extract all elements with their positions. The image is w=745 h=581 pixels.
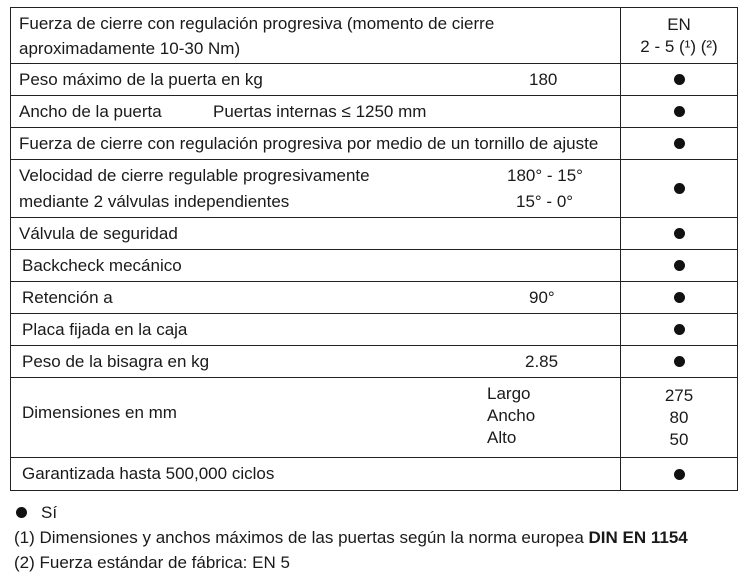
row-description-cell bbox=[11, 282, 621, 313]
table-row bbox=[11, 128, 737, 160]
table-header-row bbox=[11, 8, 737, 64]
row-en-cell bbox=[621, 96, 737, 127]
row-en-cell bbox=[621, 282, 737, 313]
row-label: Peso de la bisagra en kg bbox=[22, 352, 210, 371]
footnote-1-text: (1) Dimensiones y anchos máximos de las puertas según la norma europea bbox=[14, 528, 589, 547]
bullet-dot-icon bbox=[674, 74, 685, 85]
row-label: Ancho de la puerta bbox=[19, 102, 162, 121]
table-row bbox=[11, 314, 737, 346]
dimension-name: Alto bbox=[487, 428, 517, 447]
table-row bbox=[11, 64, 737, 96]
table-row bbox=[11, 250, 737, 282]
bullet-dot-icon bbox=[674, 356, 685, 367]
row-label: Retención a bbox=[22, 288, 113, 307]
dimension-value: 80 bbox=[669, 407, 689, 427]
footnote-1 bbox=[14, 525, 688, 550]
bullet-dot-icon bbox=[16, 507, 27, 518]
row-en-cell bbox=[621, 128, 737, 159]
bullet-dot-icon bbox=[674, 106, 685, 117]
row-en-cell bbox=[621, 378, 737, 457]
row-description-cell bbox=[11, 96, 621, 127]
dimension-value: 275 bbox=[664, 385, 694, 405]
row-description-cell bbox=[11, 64, 621, 95]
bullet-dot-icon bbox=[674, 260, 685, 271]
header-line-1: Fuerza de cierre con regulación progresiva (momento de cierre bbox=[19, 14, 495, 33]
table-row bbox=[11, 160, 737, 218]
row-label: Fuerza de cierre con regulación progresiva por medio de un tornillo de ajuste bbox=[19, 134, 599, 153]
row-description-cell bbox=[11, 160, 621, 217]
row-label: Dimensiones en mm bbox=[22, 403, 177, 422]
table-row-dimensions bbox=[11, 378, 737, 458]
dimension-name: Ancho bbox=[487, 406, 536, 425]
footnote-2-text: (2) Fuerza estándar de fábrica: EN 5 bbox=[14, 553, 290, 572]
row-en-cell bbox=[621, 64, 737, 95]
row-en-cell bbox=[621, 160, 737, 217]
row-description-cell bbox=[11, 250, 621, 281]
footnote-2 bbox=[14, 550, 688, 575]
row-en-cell bbox=[621, 458, 737, 490]
row-value: Puertas internas ≤ 1250 mm bbox=[213, 102, 427, 121]
header-line-2: aproximadamente 10-30 Nm) bbox=[19, 39, 241, 58]
bullet-dot-icon bbox=[674, 469, 685, 480]
header-en-range: 2 - 5 (¹) (²) bbox=[640, 36, 718, 56]
bullet-dot-icon bbox=[674, 183, 685, 194]
header-en-label: EN bbox=[667, 14, 691, 34]
row-label-line-1: Velocidad de cierre regulable progresivamente bbox=[19, 166, 370, 185]
bullet-dot-icon bbox=[674, 324, 685, 335]
row-en-cell bbox=[621, 218, 737, 249]
row-description-cell bbox=[11, 378, 621, 457]
row-description-cell bbox=[11, 218, 621, 249]
row-description-cell bbox=[11, 314, 621, 345]
row-label: Placa fijada en la caja bbox=[22, 320, 188, 339]
table-row bbox=[11, 346, 737, 378]
table-row bbox=[11, 282, 737, 314]
bullet-dot-icon bbox=[674, 228, 685, 239]
dimension-name: Largo bbox=[487, 384, 531, 403]
row-value: 90° bbox=[529, 288, 555, 307]
spec-table bbox=[10, 7, 738, 491]
row-value: 2.85 bbox=[525, 352, 559, 371]
bullet-dot-icon bbox=[674, 292, 685, 303]
row-description-cell bbox=[11, 346, 621, 377]
table-row bbox=[11, 96, 737, 128]
row-value: 180 bbox=[529, 70, 558, 89]
header-description-cell bbox=[11, 8, 621, 63]
row-en-cell bbox=[621, 346, 737, 377]
legend-line bbox=[14, 500, 688, 525]
legend-text: Sí bbox=[41, 503, 58, 522]
row-en-cell bbox=[621, 314, 737, 345]
row-label-line-2: mediante 2 válvulas independientes bbox=[19, 192, 290, 211]
row-value-line-1: 180° - 15° bbox=[507, 166, 583, 185]
row-label: Válvula de seguridad bbox=[19, 224, 178, 243]
footnotes bbox=[14, 500, 688, 575]
row-label: Garantizada hasta 500,000 ciclos bbox=[22, 464, 275, 483]
row-label: Peso máximo de la puerta en kg bbox=[19, 70, 263, 89]
row-description-cell bbox=[11, 458, 621, 490]
table-row bbox=[11, 218, 737, 250]
bullet-dot-icon bbox=[674, 138, 685, 149]
dimension-value: 50 bbox=[669, 429, 689, 449]
header-en-cell bbox=[621, 8, 737, 63]
row-label: Backcheck mecánico bbox=[22, 256, 182, 275]
row-description-cell bbox=[11, 128, 621, 159]
row-value-line-2: 15° - 0° bbox=[516, 192, 574, 211]
table-row bbox=[11, 458, 737, 490]
row-en-cell bbox=[621, 250, 737, 281]
footnote-1-standard: DIN EN 1154 bbox=[588, 528, 688, 547]
